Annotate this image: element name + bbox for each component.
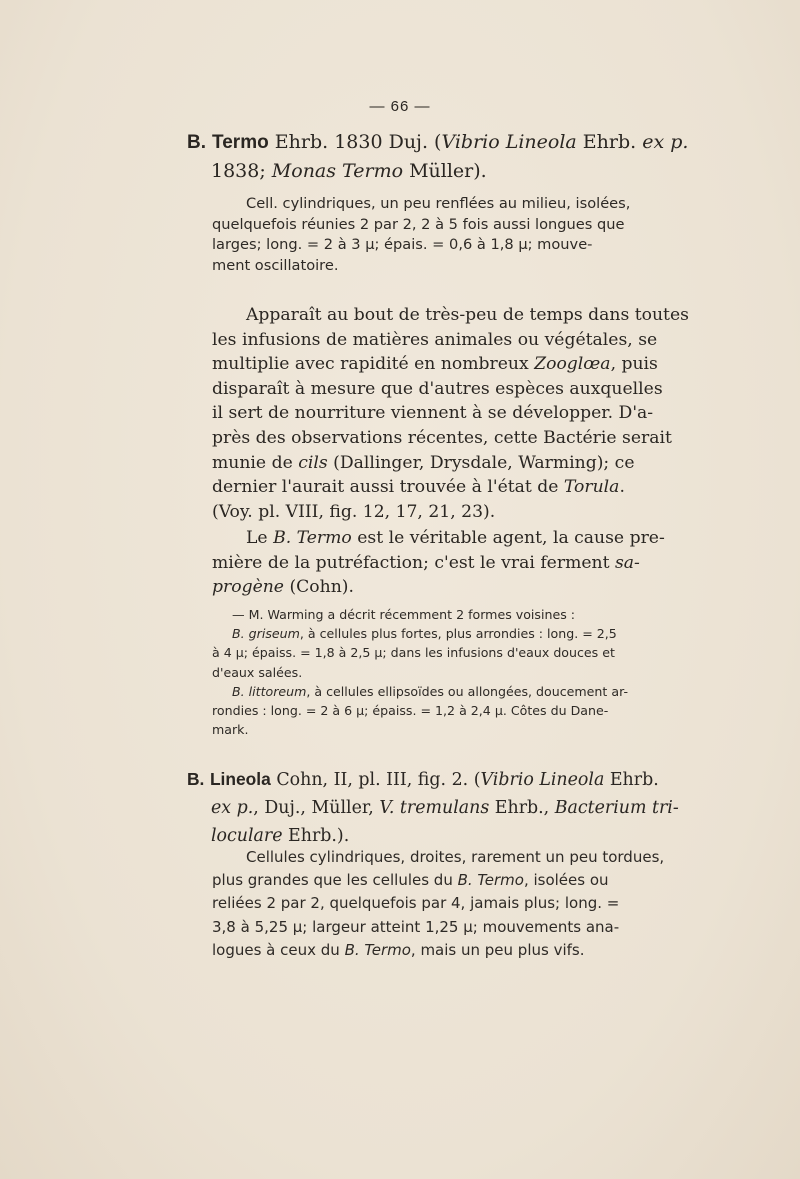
zooglaea-term: Zooglœa [534,354,611,375]
entry-synonym: Vibrio Lineola [480,770,605,790]
entry-authority: Ehrb. 1830 Duj. ( [268,131,442,153]
desc-line: Cellules cylindriques, droites, rarement un peu tordues, [246,848,665,866]
entry-letter: B. [187,132,206,153]
body-line: munie de cils (Dallinger, Drysdale, Warming); ce [212,452,635,473]
body-line: disparaît à mesure que d'autres espèces auxquelles [212,378,663,399]
entry-termo-line-2 [187,157,657,186]
desc-line: reliées 2 par 2, quelquefois par 4, jamais plus; long. = [212,894,620,913]
termo-paragraph-2 [212,526,670,600]
body-line: multiplie avec rapidité en nombreux Zooglœa, puis [212,354,658,375]
entry-exp: ex p. [642,131,689,153]
entry-lineola-line-2: ex p., Duj., Müller, V. tremulans Ehrb., Bacterium tri- [211,798,679,818]
entry-authority-2: Ehrb. [576,131,643,153]
desc-line: quelquefois réunies 2 par 2, 2 à 5 fois aussi longues que [212,215,625,233]
body-line: (Voy. pl. VIII, fig. 12, 17, 21, 23). [212,501,496,522]
termo-description [212,194,670,276]
desc-line: plus grandes que les cellules du B. Termo, isolées ou [212,871,609,890]
littoreum-term: B. littoreum [232,683,307,699]
note-line: mark. [212,722,249,738]
page-number: — 66 — [369,98,431,115]
lineola-description [212,846,674,962]
entry-termo-line-1 [187,128,689,157]
termo-paragraph-1 [212,303,689,524]
desc-line: logues à ceux du B. Termo, mais un peu plus vifs. [212,940,585,959]
note-line: B. littoreum, à cellules ellipsoïdes ou allongées, doucement ar- [232,683,628,699]
warming-note [212,605,674,739]
desc-line: ment oscillatoire. [212,256,339,274]
entry-synonym-2: Monas Termo [271,160,404,182]
desc-line: Cell. cylindriques, un peu renflées au milieu, isolées, [246,195,631,212]
desc-line: larges; long. = 2 à 3 µ; épais. = 0,6 à 1,8 µ; mouve- [212,236,593,253]
body-line: près des observations récentes, cette Bactérie serait [212,427,672,448]
entry-synonym: Vibrio Lineola [441,131,577,153]
body-line: Apparaît au bout de très-peu de temps dans toutes [246,305,689,325]
body-line: dernier l'aurait aussi trouvée à l'état de Torula. [212,477,625,498]
entry-letter: B. [187,769,205,789]
note-line: rondies : long. = 2 à 6 µ; épaiss. = 1,2 à 2,4 µ. Côtes du Dane- [212,703,609,719]
body-line: Le B. Termo est le véritable agent, la cause pre- [246,528,665,548]
entry-lineola-line-3: loculare Ehrb.). [211,826,350,846]
note-line: — M. Warming a décrit récemment 2 formes voisines : [232,607,576,622]
torula-term: Torula [563,477,620,498]
griseum-term: B. griseum [232,626,300,642]
entry-genus: Lineola [209,769,271,789]
entry-termo-heading [187,128,689,186]
species-ref: B. Termo [344,940,411,959]
note-line: à 4 µ; épaiss. = 1,8 à 2,5 µ; dans les infusions d'eaux douces et [212,645,615,661]
desc-line: 3,8 à 5,25 µ; largeur atteint 1,25 µ; mouvements ana- [212,917,620,936]
entry-genus: Termo [212,132,269,153]
species-ref: B. Termo [273,528,352,548]
body-line: mière de la putréfaction; c'est le vrai ferment sa- [212,552,640,573]
entry-lineola-line-1: B. Lineola Cohn, II, pl. III, fig. 2. (Vibrio Lineola Ehrb. [187,769,659,790]
entry-lineola-heading [187,765,679,850]
note-line: B. griseum, à cellules plus fortes, plus arrondies : long. = 2,5 [232,626,617,642]
entry-year: 1838; [211,160,272,182]
body-line: les infusions de matières animales ou végétales, se [212,329,658,350]
entry-authority-3: Müller). [403,160,487,182]
body-line: il sert de nourriture viennent à se développer. D'a- [212,403,654,424]
note-line: d'eaux salées. [212,664,303,680]
cils-term: cils [298,452,328,473]
species-ref: B. Termo [457,871,524,890]
body-line: progène (Cohn). [212,577,354,598]
